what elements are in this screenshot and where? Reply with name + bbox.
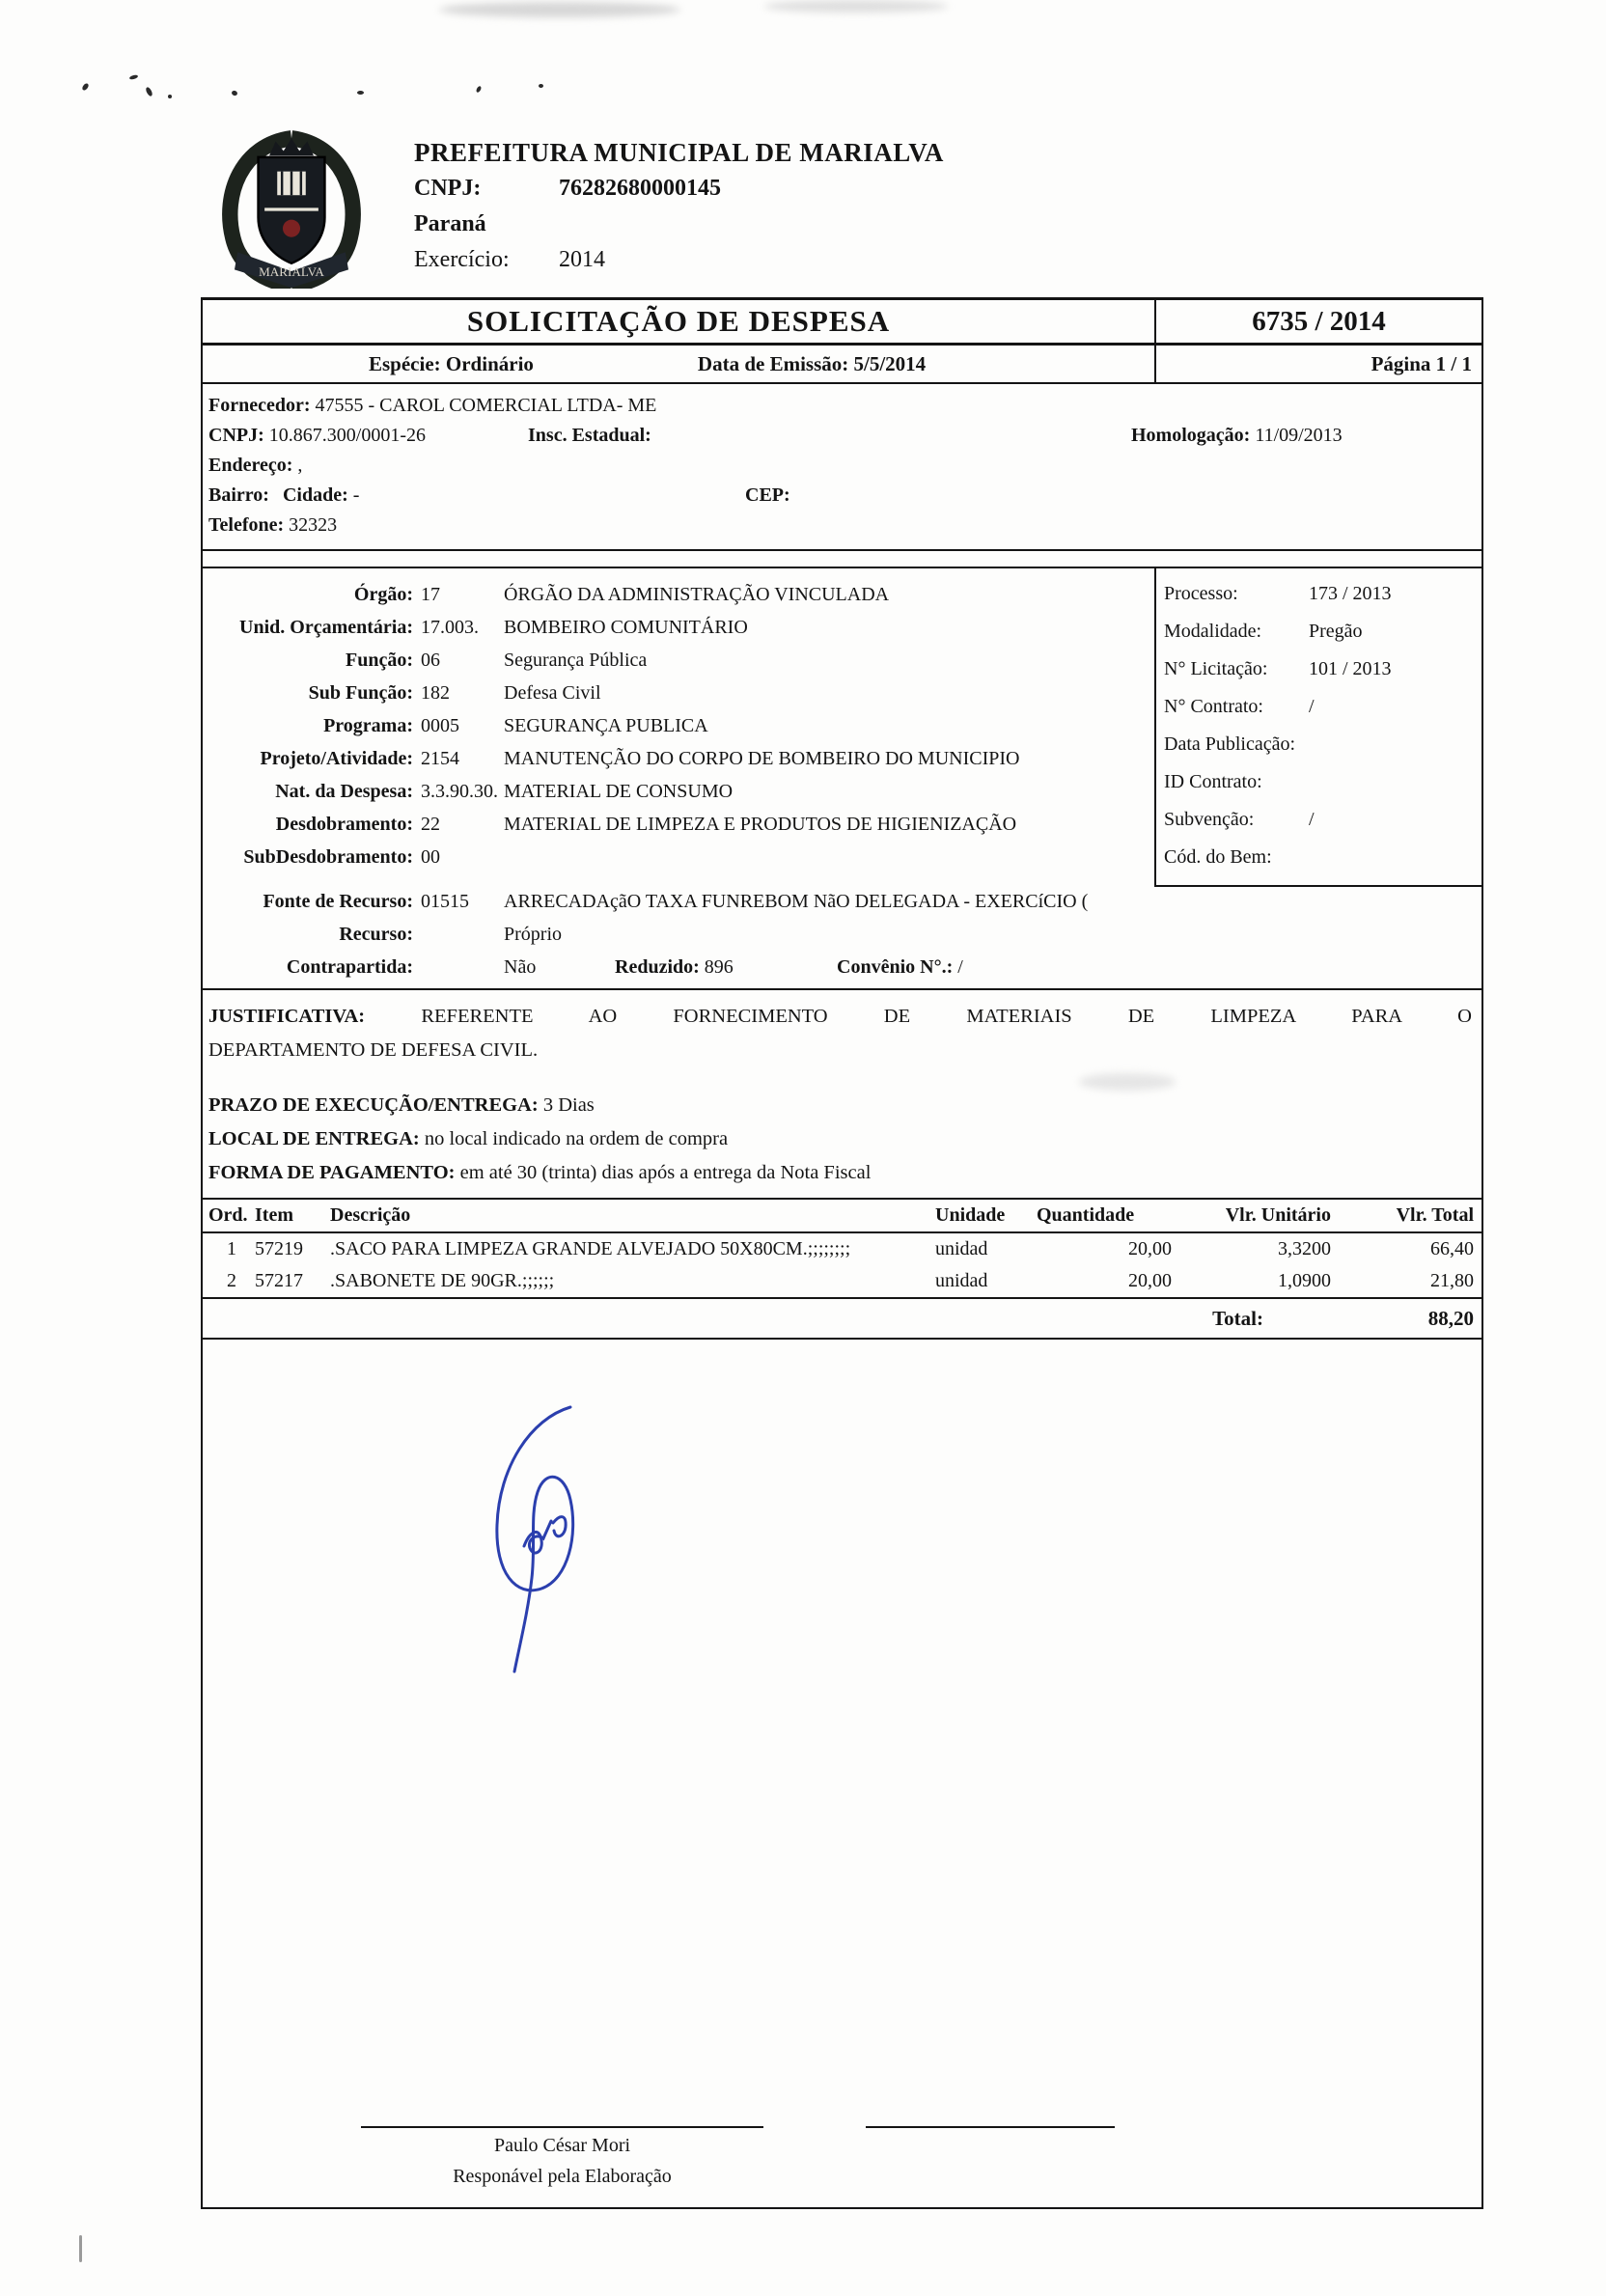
col-header-descricao: Descrição	[330, 1204, 411, 1226]
budget-row	[203, 918, 1481, 951]
cnpj-label: CNPJ:	[414, 176, 482, 201]
pen-mark-artifact	[145, 86, 153, 97]
items-table-header	[203, 1200, 1481, 1233]
process-row	[1164, 839, 1474, 876]
process-label: ID Contrato:	[1164, 771, 1262, 792]
insc-estadual-field	[528, 421, 651, 451]
process-label: N° Contrato:	[1164, 696, 1263, 717]
signature-line-secondary	[866, 2126, 1115, 2128]
prazo-value: 3 Dias	[542, 1094, 595, 1116]
cidade-value: -	[352, 484, 360, 506]
bairro-label: Bairro:	[208, 484, 269, 506]
cell-unidade: unidad	[935, 1238, 988, 1259]
emission-date-value: 5/5/2014	[853, 351, 927, 375]
budget-code: 2154	[421, 748, 459, 769]
justification-gap	[208, 1067, 1472, 1089]
local-line	[208, 1122, 1472, 1156]
convenio-value: /	[957, 956, 963, 978]
especie-left-cell	[203, 346, 1154, 382]
pagamento-label: FORMA DE PAGAMENTO:	[208, 1162, 456, 1183]
coat-of-arms-banner-text: MARIALVA	[259, 263, 324, 279]
header-exercise-line	[414, 245, 944, 274]
cell-quantidade: 20,00	[1128, 1270, 1172, 1291]
endereco-label: Endereço:	[208, 455, 293, 476]
cidade-label: Cidade:	[282, 484, 348, 506]
supplier-phone-row	[208, 511, 1474, 540]
budget-desc: MATERIAL DE CONSUMO	[504, 781, 734, 802]
especie-label: Espécie:	[369, 351, 441, 375]
pen-mark-artifact	[168, 95, 172, 98]
process-row	[1164, 726, 1474, 763]
supplier-cnpj-label: CNPJ:	[208, 425, 264, 446]
pen-mark-artifact	[231, 90, 237, 97]
col-header-quantidade: Quantidade	[1037, 1204, 1135, 1226]
fornecedor-label: Fornecedor:	[208, 395, 311, 416]
insc-estadual-label: Insc. Estadual:	[528, 425, 651, 446]
process-value	[1309, 726, 1474, 763]
budget-desc: BOMBEIRO COMUNITÁRIO	[504, 617, 748, 638]
total-row	[203, 1297, 1481, 1340]
budget-desc: ARRECADAçãO TAXA FUNREBOM NãO DELEGADA - EXERCíCIO (	[504, 891, 1089, 912]
budget-desc: Segurança Pública	[504, 650, 648, 671]
budget-label: Órgão:	[353, 584, 413, 605]
scan-artifact	[439, 2, 680, 17]
justification-line1	[208, 1000, 1472, 1034]
organization-name: PREFEITURA MUNICIPAL DE MARIALVA	[414, 138, 944, 167]
homologacao-field	[1131, 421, 1343, 451]
cell-unidade: unidad	[935, 1270, 988, 1291]
cell-vlr-total: 21,80	[1430, 1270, 1474, 1291]
process-label: Subvenção:	[1164, 809, 1255, 830]
budget-code: 17.003.	[421, 617, 479, 638]
justificativa-text-1: REFERENTE AO FORNECIMENTO DE MATERIAIS DE LIMPEZA PARA O	[421, 1006, 1472, 1027]
cell-item: 57219	[255, 1238, 303, 1259]
budget-label: SubDesdobramento:	[243, 846, 413, 868]
supplier-address-row	[208, 451, 1474, 481]
process-value: Pregão	[1309, 621, 1363, 642]
cell-item: 57217	[255, 1270, 303, 1291]
items-table	[203, 1200, 1481, 1340]
budget-desc: ÓRGÃO DA ADMINISTRAÇÃO VINCULADA	[504, 584, 890, 605]
pen-mark-artifact	[357, 91, 364, 95]
scan-artifact	[764, 0, 948, 13]
process-row	[1164, 613, 1474, 650]
cell-ord: 2	[227, 1270, 236, 1291]
budget-desc: Próprio	[504, 924, 562, 945]
municipal-coat-of-arms-icon	[210, 130, 373, 289]
budget-desc: MATERIAL DE LIMPEZA E PRODUTOS DE HIGIENIZAÇÃO	[504, 814, 1017, 835]
homologacao-label: Homologação:	[1131, 425, 1251, 446]
fornecedor-value: 47555 - CAROL COMERCIAL LTDA- ME	[315, 395, 657, 416]
budget-code: 0005	[421, 715, 459, 736]
process-value	[1309, 839, 1474, 876]
contrapartida-row	[203, 951, 1481, 983]
reduzido-label: Reduzido:	[615, 956, 700, 978]
pen-mark-artifact	[81, 82, 90, 91]
process-row	[1164, 763, 1474, 801]
signer-name: Paulo César Mori	[493, 2135, 631, 2156]
reduzido-value: 896	[704, 956, 734, 978]
total-value: 88,20	[1427, 1307, 1474, 1330]
budget-desc: Defesa Civil	[504, 682, 601, 704]
process-label: Modalidade:	[1164, 621, 1262, 642]
signer-role: Responável pela Elaboração	[453, 2166, 672, 2187]
process-row	[1164, 650, 1474, 688]
process-label: Cód. do Bem:	[1164, 846, 1272, 868]
budget-desc: MANUTENÇÃO DO CORPO DE BOMBEIRO DO MUNICIPIO	[504, 748, 1020, 769]
process-value: /	[1309, 696, 1315, 717]
table-row	[203, 1233, 1481, 1265]
process-label: Processo:	[1164, 583, 1238, 604]
prazo-line	[208, 1089, 1472, 1122]
document-header	[201, 128, 1483, 297]
process-value: /	[1309, 809, 1315, 830]
local-value: no local indicado na ordem de compra	[424, 1128, 729, 1149]
especie-row	[203, 346, 1481, 384]
cell-ord: 1	[227, 1238, 236, 1259]
emission-date-label: Data de Emissão:	[697, 351, 849, 375]
budget-label: Projeto/Atividade:	[260, 748, 413, 769]
budget-label: Programa:	[323, 715, 413, 736]
cep-field	[745, 481, 790, 511]
homologacao-value: 11/09/2013	[1255, 425, 1343, 446]
especie-field	[369, 352, 534, 376]
state-name: Paraná	[414, 211, 486, 236]
signature-line	[361, 2126, 763, 2128]
justificativa-label: JUSTIFICATIVA:	[208, 1006, 366, 1027]
process-row	[1164, 688, 1474, 726]
document-frame	[201, 128, 1483, 2209]
process-value	[1309, 763, 1474, 801]
process-value: 101 / 2013	[1309, 658, 1392, 679]
col-header-ord: Ord.	[208, 1204, 248, 1226]
process-label: N° Licitação:	[1164, 658, 1268, 679]
budget-label: Nat. da Despesa:	[275, 781, 413, 802]
pen-mark-artifact	[79, 2235, 82, 2262]
signature-section	[203, 1340, 1481, 2207]
convenio-field	[837, 956, 963, 978]
supplier-row	[208, 391, 1474, 421]
endereco-value: ,	[297, 455, 303, 476]
supplier-district-row	[208, 481, 1474, 511]
process-row	[1164, 801, 1474, 839]
budget-label: Recurso:	[339, 924, 413, 945]
col-header-vlr-total: Vlr. Total	[1396, 1204, 1474, 1226]
budget-section	[203, 568, 1481, 990]
budget-label: Função:	[346, 650, 413, 671]
process-label: Data Publicação:	[1164, 733, 1296, 755]
budget-label: Sub Função:	[308, 682, 413, 704]
supplier-cnpj-value: 10.867.300/0001-26	[268, 425, 426, 446]
table-row	[203, 1265, 1481, 1297]
contrapartida-values	[504, 951, 1481, 983]
budget-row	[203, 885, 1481, 918]
exercise-label: Exercício:	[414, 247, 510, 272]
budget-code: 22	[421, 814, 440, 835]
total-label: Total:	[1212, 1307, 1263, 1330]
page-number: Página 1 / 1	[1154, 346, 1481, 382]
spacer-row	[203, 551, 1481, 568]
cell-descricao: .SABONETE DE 90GR.;;;;;;	[330, 1270, 555, 1291]
contrapartida-code	[419, 951, 504, 983]
document-title: SOLICITAÇÃO DE DESPESA	[466, 304, 891, 338]
budget-code	[419, 918, 504, 951]
pen-mark-artifact	[129, 74, 139, 80]
pen-mark-artifact	[476, 85, 483, 93]
process-panel	[1154, 568, 1481, 887]
pen-mark-artifact	[539, 84, 543, 88]
justification-line2: DEPARTAMENTO DE DEFESA CIVIL.	[208, 1039, 539, 1061]
supplier-section	[203, 384, 1481, 551]
cell-quantidade: 20,00	[1128, 1238, 1172, 1259]
process-row	[1164, 575, 1474, 613]
pagamento-line	[208, 1156, 1472, 1190]
col-header-unidade: Unidade	[935, 1204, 1006, 1226]
col-header-vlr-unitario: Vlr. Unitário	[1225, 1204, 1331, 1226]
process-value: 173 / 2013	[1309, 583, 1392, 604]
contrapartida-label: Contrapartida:	[286, 956, 413, 978]
document-body	[201, 297, 1483, 2209]
title-bar	[203, 300, 1481, 346]
header-text-block	[414, 138, 944, 274]
especie-value: Ordinário	[445, 351, 534, 375]
telefone-label: Telefone:	[208, 514, 285, 536]
supplier-cnpj-row	[208, 421, 1474, 451]
budget-code: 00	[421, 846, 440, 868]
cell-vlr-total: 66,40	[1430, 1238, 1474, 1259]
budget-label: Desdobramento:	[275, 814, 413, 835]
telefone-value: 32323	[289, 514, 338, 536]
budget-label: Unid. Orçamentária:	[239, 617, 413, 638]
cnpj-value: 76282680000145	[559, 176, 721, 201]
reduzido-field	[615, 951, 837, 983]
contrapartida-value: Não	[504, 956, 537, 978]
header-cnpj-line	[414, 174, 944, 203]
cell-vlr-unitario: 3,3200	[1278, 1238, 1331, 1259]
budget-code: 182	[421, 682, 450, 704]
convenio-label: Convênio N°.:	[837, 956, 954, 978]
document-number: 6735 / 2014	[1154, 300, 1481, 343]
cell-descricao: .SACO PARA LIMPEZA GRANDE ALVEJADO 50X80CM.;;;;;;;;	[330, 1238, 851, 1259]
budget-label: Fonte de Recurso:	[263, 891, 413, 912]
cell-vlr-unitario: 1,0900	[1278, 1270, 1331, 1291]
budget-code: 06	[421, 650, 440, 671]
col-header-item: Item	[255, 1204, 293, 1226]
local-label: LOCAL DE ENTREGA:	[208, 1128, 420, 1149]
cep-label: CEP:	[745, 484, 790, 506]
handwritten-signature	[478, 1399, 623, 1679]
budget-code: 01515	[421, 891, 469, 912]
budget-code: 17	[421, 584, 440, 605]
pagamento-value: em até 30 (trinta) dias após a entrega da Nota Fiscal	[459, 1162, 872, 1183]
emission-date-field	[698, 352, 926, 376]
budget-desc: SEGURANÇA PUBLICA	[504, 715, 708, 736]
budget-code: 3.3.90.30.	[421, 781, 498, 802]
justification-section	[203, 990, 1481, 1200]
prazo-label: PRAZO DE EXECUÇÃO/ENTREGA:	[208, 1094, 539, 1116]
exercise-value: 2014	[559, 247, 605, 272]
